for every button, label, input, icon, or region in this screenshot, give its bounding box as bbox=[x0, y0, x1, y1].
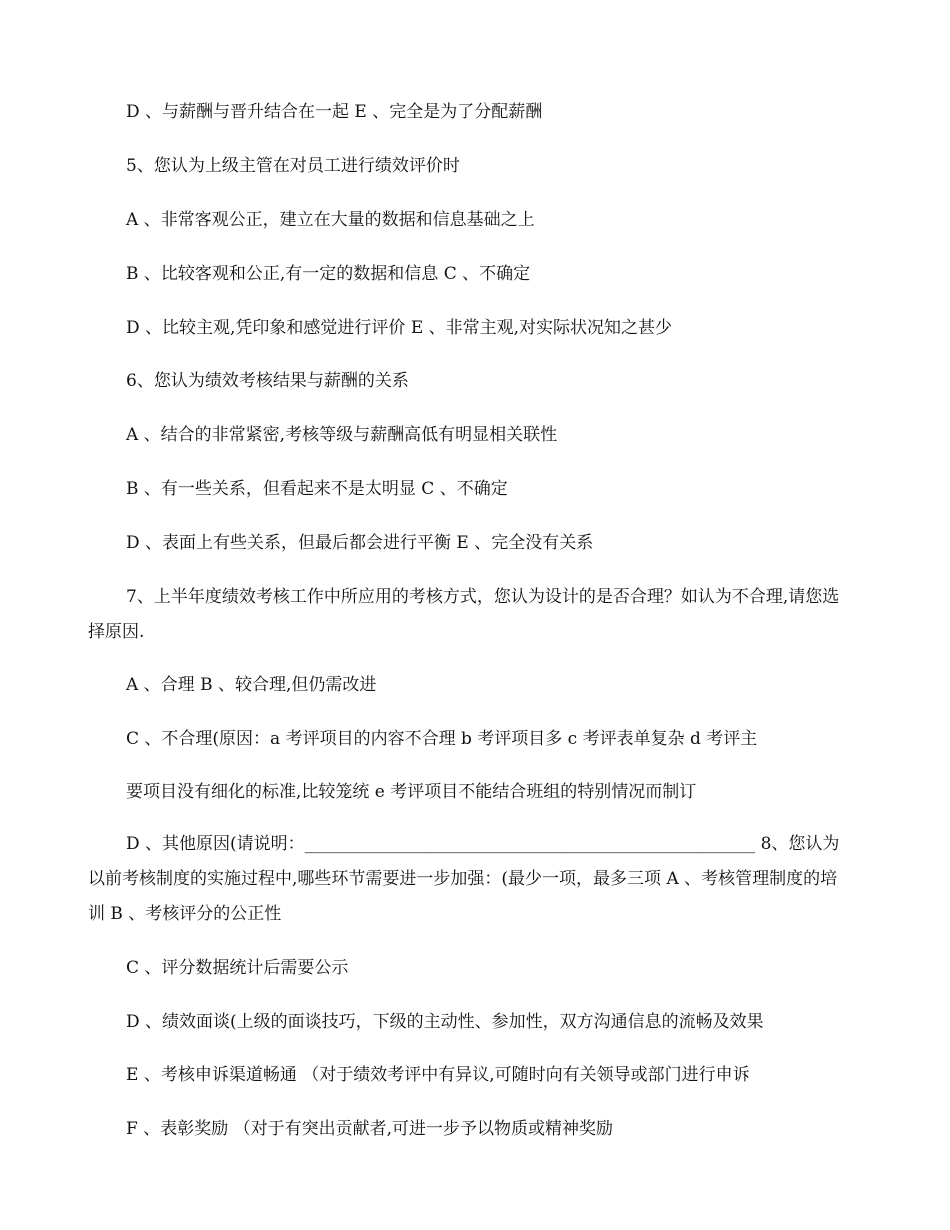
q5-options-b-c: B 、比较客观和公正,有一定的数据和信息 C 、不确定 bbox=[126, 264, 531, 284]
q8-option-e: E 、考核申诉渠道畅通 （对于绩效考评中有异议,可随时向有关领导或部门进行申诉 bbox=[126, 1065, 750, 1085]
q5-options-d-e: D 、比较主观,凭印象和感觉进行评价 E 、非常主观,对实际状况知之甚少 bbox=[126, 318, 673, 338]
q8-option-d: D 、绩效面谈(上级的面谈技巧，下级的主动性、参加性，双方沟通信息的流畅及效果 bbox=[126, 1012, 764, 1032]
q6-options-d-e: D 、表面上有些关系，但最后都会进行平衡 E 、完全没有关系 bbox=[126, 533, 594, 553]
q8-option-c: C 、评分数据统计后需要公示 bbox=[126, 958, 349, 978]
q8-option-f: F 、表彰奖励 （对于有突出贡献者,可进一步予以物质或精神奖励 bbox=[126, 1119, 614, 1139]
q5-question: 5、您认为上级主管在对员工进行绩效评价时 bbox=[126, 156, 460, 176]
q6-option-a: A 、结合的非常紧密,考核等级与薪酬高低有明显相关联性 bbox=[126, 425, 558, 445]
q7-option-c: C 、不合理(原因：a 考评项目的内容不合理 b 考评项目多 c 考评表单复杂 d 考评主 bbox=[126, 729, 758, 749]
q4-options-d-e: D 、与薪酬与晋升结合在一起 E 、完全是为了分配薪酬 bbox=[126, 102, 543, 122]
q6-question: 6、您认为绩效考核结果与薪酬的关系 bbox=[126, 371, 409, 391]
q7-question: 7、上半年度绩效考核工作中所应用的考核方式，您认为设计的是否合理？如认为不合理,请您选择原因. bbox=[88, 587, 840, 642]
q5-option-a: A 、非常客观公正，建立在大量的数据和信息基础之上 bbox=[126, 210, 535, 230]
q7-options-a-b: A 、合理 B 、较合理,但仍需改进 bbox=[126, 675, 377, 695]
q7-other-and-q8: D 、其他原因(请说明：_____________________________________________________ 8、您认为以前考核制度的实施过程中,哪些环节需要进一步加强：(最少一项，最多三项 A 、考核管理制度的培训 B 、考核评分的公正性 bbox=[88, 834, 840, 924]
q7-option-c-continued: 要项目没有细化的标准,比较笼统 e 考评项目不能结合班组的特别情况而制订 bbox=[126, 782, 697, 802]
q6-options-b-c: B 、有一些关系，但看起来不是太明显 C 、不确定 bbox=[126, 479, 508, 499]
